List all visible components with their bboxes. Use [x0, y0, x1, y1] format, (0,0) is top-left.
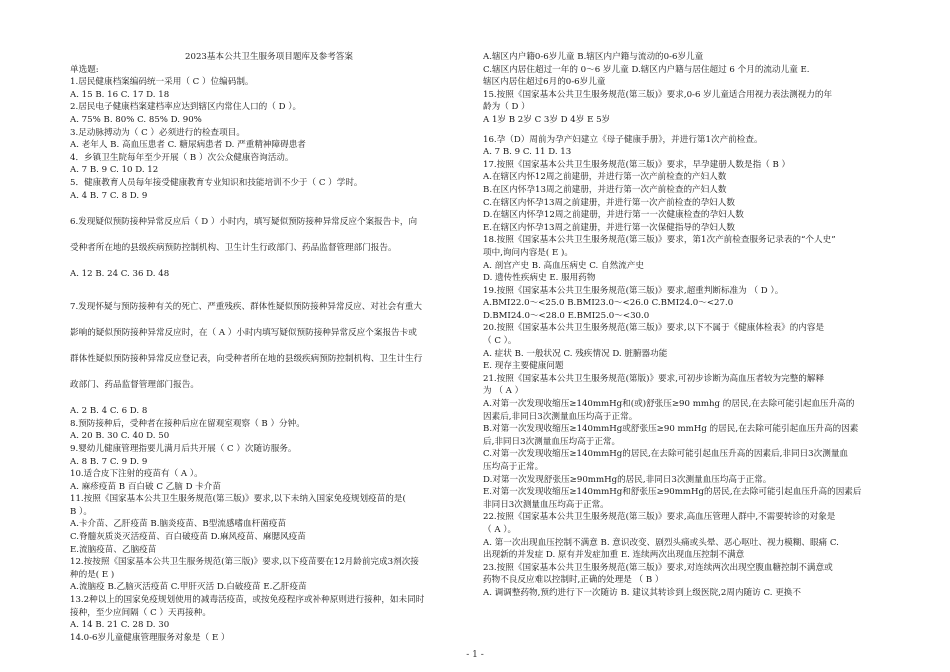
text-line: 16.孕（D）周前为孕产妇建立《母子健康手册》，并进行第1次产前检查。	[483, 134, 763, 145]
text-line: 药物不良反应难以控制时,正确的处理是 （ B ）	[483, 575, 664, 586]
text-line: B.对第一次发现收缩压≥140mmHg或舒张压≥90 mmHg 的居民,在去除可能引起血压升高的因素	[483, 424, 859, 435]
text-line: E.对第一次发现收缩压≥140mmHg和舒张压≥90mmHg的居民,在去除可能引起血压升高的因素后	[483, 487, 862, 498]
text-line: A. 4 B. 7 C. 8 D. 9	[70, 190, 148, 201]
text-line: B ）。	[70, 506, 92, 517]
text-line: 9.婴幼儿健康管理指要儿满月后共开展（ C ）次随访服务。	[70, 443, 297, 454]
text-line: 3.足动脉搏动为（ C ）必须进行的检查项目。	[70, 127, 245, 138]
text-line: D.对第一次发现舒张压≥90mmHg的居民,非同日3次测量血压均高于正常。	[483, 474, 772, 485]
text-line: A. 第一次出现血压控制不满意 B. 意识改变、剧烈头痛或头晕、恶心呕吐、视力模糊、眼痛 C.	[483, 537, 839, 548]
text-line: C.脊髓灰质炎灭活疫苗、百白破疫苗 D.麻风疫苗、麻腮风疫苗	[70, 532, 306, 543]
text-line: A.流脑疫 B.乙脑灭活疫苗 C.甲肝灭活 D.白破疫苗 E.乙肝疫苗	[70, 582, 307, 593]
text-line: A.辖区内户籍0-6岁儿童 B.辖区内户籍与流动的0-6岁儿童	[483, 52, 704, 62]
text-line: （ C ）。	[483, 336, 517, 347]
text-line: 4．乡镇卫生院每年至少开展（ B ）次公众健康咨询活动。	[70, 152, 294, 163]
text-line: 10.适合皮下注射的疫苗有（ A ）。	[70, 469, 203, 480]
text-line: 为 （ A ）	[483, 386, 524, 397]
text-line: D.BMI24.0～<28.0 E.BMI25.0～<30.0	[483, 310, 650, 321]
text-line: A. 20 B. 30 C. 40 D. 50	[70, 431, 170, 442]
text-line: 23.按照《国家基本公共卫生服务规范(第三版)》要求,对连续两次出现空腹血糖控制不满意或	[483, 562, 833, 573]
text-line: B.在区内怀孕13周之前建册，并进行第一次产前检查的产妇人数	[483, 184, 727, 195]
text-line: 2.居民电子健康档案建档率应达到辖区内常住人口的（ D ）。	[70, 102, 302, 113]
text-line: 后,非同日3次测量血压均高于正常。	[483, 436, 621, 447]
text-line: 19.按照《国家基本公共卫生服务规范(第三版)》要求,超重判断标准为 （ D ）。	[483, 285, 784, 296]
text-line: A.在辖区内怀12周之前建册，并进行第一次产前检查的产妇人数	[483, 172, 727, 183]
text-line: A 1岁 B 2岁 C 3岁 D 4岁 E 5岁	[483, 114, 611, 125]
text-line: A. 剖宫产史 B. 高血压病史 C. 自然流产史	[483, 260, 644, 271]
text-line: 15.按照《国家基本公共卫生服务规范(第三版)》要求,0-6 岁儿童适合用视力表法测视力的年	[483, 89, 833, 100]
text-line: 22.按照《国家基本公共卫生服务规范(第三版)》要求,高血压管理人群中,不需要转诊的对象是	[483, 512, 836, 523]
text-line: A. 麻疹疫苗 B 百白破 C 乙脑 D 卡介苗	[70, 481, 221, 492]
text-line: 因素后,非同日3次测量血压均高于正常。	[483, 411, 638, 422]
text-line: 出现新的并发症 D. 原有并发症加重 E. 连续两次出现血压控制不满意	[483, 550, 745, 561]
text-line: 1.居民健康档案编码统一采用（ C ）位编码制。	[70, 77, 254, 88]
text-line: 项中,询问内容是( E )。	[483, 247, 573, 258]
text-line: 接种，至少应间隔（ C ）天再接种。	[70, 607, 211, 618]
text-line: E.在辖区内怀孕13周之前建册，并进行第一次保健指导的孕妇人数	[483, 222, 735, 233]
spacer	[70, 398, 468, 405]
text-line: 7.发现怀疑与预防接种有关的死亡、严重残疾、群体性疑似预防接种异常反应、对社会有重大	[70, 302, 422, 313]
text-line: 5．健康教育人员每年接受健康教育专业知识和技能培训不少于（ C ）学时。	[70, 177, 363, 188]
text-line: A. 调调整药物,预约进行下一次随访 B. 建议其转诊到上级医院,2周内随访 C. 更换不	[483, 587, 801, 598]
text-line: C.在辖区内怀孕13周之前建册，并进行第一次产前检查的孕妇人数	[483, 197, 735, 208]
text-line: A.卡介苗、乙肝疫苗 B.脑炎疫苗、B型流感嗜血杆菌疫苗	[70, 519, 287, 530]
text-line: C.辖区内居住超过一年的 0～6 岁儿童 D.辖区内户籍与居住超过 6 个月的流动儿童 E.	[483, 64, 810, 75]
text-line: A. 7 B. 9 C. 11 D. 13	[483, 147, 572, 158]
text-line: C.对第一次发现收缩压≥140mmHg的居民,在去除可能引起血压升高的因素后,非同日3次测量血	[483, 449, 849, 460]
page-number: - 1 -	[466, 650, 484, 660]
text-line: 18.按照《国家基本公共卫生服务规范(第三版)》要求，第1次产前检查服务记录表的“个人史”	[483, 235, 836, 246]
text-line: 14.0-6岁儿童健康管理服务对象是（ E ）	[70, 632, 230, 643]
text-line: 12.按按照《国家基本公共卫生服务规范(第三版)》要求,以下疫苗要在12月龄前完成3剂次接	[70, 557, 419, 568]
text-line: 21.按照《国家基本公共卫生服务规范(第版)》要求,可初步诊断为高血压者较为完整的解释	[483, 373, 825, 384]
text-line: 影响的疑似预防接种异常反应时，在（ A ）小时内填写疑似预防接种异常反应个案报告卡或	[70, 328, 417, 339]
text-line: 13.2种以上的国家免疫规划使用的减毒活疫苗，或按免疫程序或补种原则进行接种，如未同时	[70, 595, 425, 606]
text-line: 2023基本公共卫生服务项目题库及参考答案	[185, 52, 353, 62]
text-line: 非同日3次测量血压均高于正常。	[483, 499, 609, 510]
text-line: 20.按照《国家基本公共卫生服务规范(第三版)》要求,以下不属于《健康体检表》的内容是	[483, 323, 825, 334]
text-line: A. 老年人 B. 高血压患者 C. 糖尿病患者 D. 严重精神障碍患者	[70, 140, 306, 151]
text-line: E.流脑疫苗、乙脑疫苗	[70, 544, 157, 555]
text-line: D. 遗传性疾病史 E. 服用药物	[483, 273, 596, 284]
text-line: A. 8 B. 7 C. 9 D. 9	[70, 456, 148, 467]
text-line: 政部门、药品监督管理部门报告。	[70, 380, 199, 391]
text-line: D.在辖区内怀孕12周之前建册，并进行第一一次健康检查的孕妇人数	[483, 210, 744, 221]
text-line: A. 12 B. 24 C. 36 D. 48	[70, 269, 170, 280]
spacer	[70, 287, 468, 294]
left-column	[70, 51, 468, 644]
text-line: A. 15 B. 16 C. 17 D. 18	[70, 89, 170, 100]
text-line: 龄为（ D ）	[483, 102, 530, 113]
right-column	[483, 51, 883, 600]
text-line: 压均高于正常。	[483, 462, 544, 472]
text-line: A. 75% B. 80% C. 85% D. 90%	[70, 114, 202, 125]
spacer	[70, 202, 468, 209]
text-line: 辖区内居住超过6月的0-6岁儿童	[483, 77, 606, 88]
text-line: 17.按照《国家基本公共卫生服务规范(第三版)》要求，早孕建册人数是指（ B ）	[483, 159, 791, 170]
text-line: 6.发现疑似预防接种异常反应后（ D ）小时内，填写疑似预防接种异常反应个案报告卡，向	[70, 217, 418, 228]
text-line: 单选题:	[70, 64, 99, 75]
text-line: A.对第一次发现收缩压≥140mmHg和(或)舒张压≥90 mmhg 的居民,在去除可能引起血压升高的	[483, 399, 855, 410]
text-line: E. 现存主要健康问题	[483, 361, 564, 372]
spacer	[483, 127, 883, 134]
text-line: A.BMI22.0～<25.0 B.BMI23.0～<26.0 C.BMI24.0～<27.0	[483, 298, 734, 309]
text-line: 群体性疑似预防接种异常反应登记表，向受种者所在地的县级疾病预防控制机构、卫生计生行	[70, 354, 423, 365]
text-line: A. 症状 B. 一般状况 C. 残疾情况 D. 脏腑器功能	[483, 348, 668, 359]
text-line: （ A ）。	[483, 524, 517, 535]
text-line: A. 2 B. 4 C. 6 D. 8	[70, 406, 148, 417]
text-line: A. 7 B. 9 C. 10 D. 12	[70, 165, 159, 176]
text-line: 受种者所在地的县级疾病预防控制机构、卫生计生行政部门、药品监督管理部门报告。	[70, 243, 397, 254]
text-line: 8.预防接种后，受种者在接种后应在留观室观察（ B ）分钟。	[70, 418, 305, 429]
text-line: A. 14 B. 21 C. 28 D. 30	[70, 620, 170, 631]
text-line: 种的是( E )	[70, 569, 115, 580]
text-line: 11.按照《国家基本公共卫生服务规范(第三版)》要求,以下未纳入国家免疫规划疫苗的是(	[70, 494, 406, 505]
